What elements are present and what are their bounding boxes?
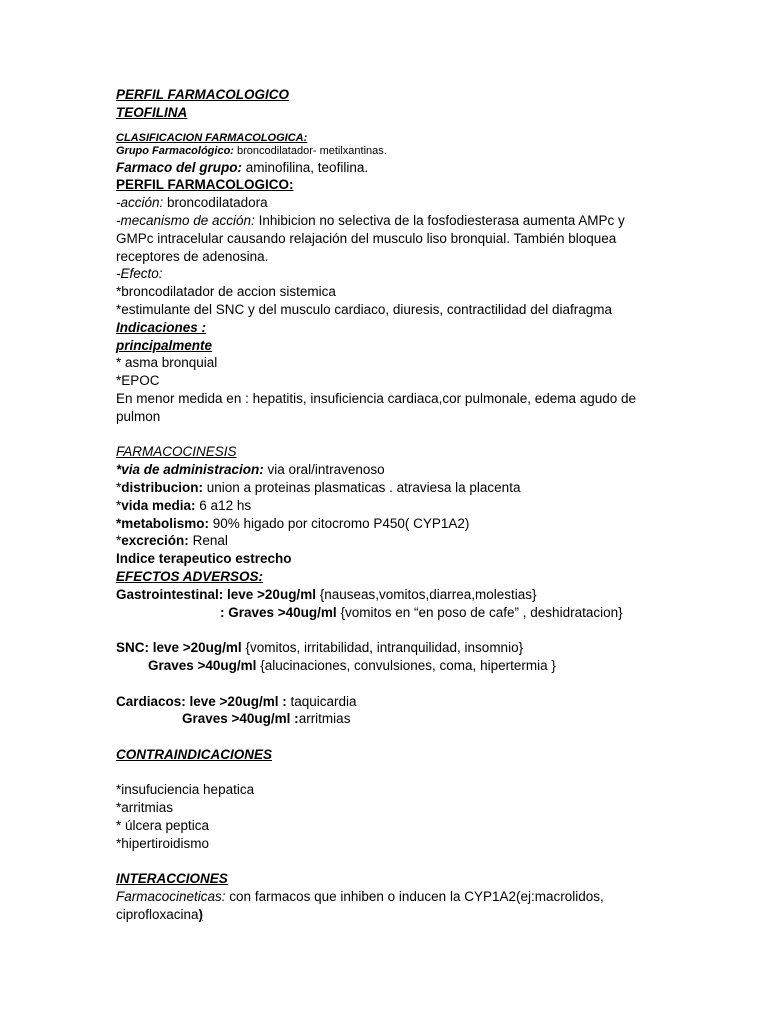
indice-terapeutico: Indice terapeutico estrecho — [116, 551, 292, 567]
vida-media-label: vida media: — [121, 497, 196, 513]
gi-graves-line — [116, 604, 656, 622]
efecto-item: *broncodilatador de accion sistemica — [116, 284, 336, 300]
contraindicacion-item: *hipertiroidismo — [116, 835, 210, 851]
gi-leve-value: {nauseas,vomitos,diarrea,molestias} — [319, 586, 537, 602]
indicacion-menor: En menor medida en : hepatitis, insuficiencia cardiaca,cor pulmonale, edema agudo de pulmon — [116, 390, 637, 424]
farmacocinesis-heading: FARMACOCINESIS — [116, 444, 237, 460]
accion-line — [116, 194, 656, 212]
grupo-value: broncodilatador- metilxantinas. — [233, 145, 387, 158]
via-line — [116, 461, 656, 479]
contraindicacion-item: *arritmias — [116, 800, 174, 816]
excrecion-label: excreción: — [121, 533, 189, 549]
distribucion-value: union a proteinas plasmaticas . atraviesa la placenta — [203, 479, 521, 495]
indicaciones-heading: Indicaciones : — [116, 319, 207, 335]
snc-leve-line — [116, 639, 656, 657]
farmaco-label: Farmaco del grupo: — [116, 159, 243, 175]
excrecion-line: *excreción: Renal — [116, 533, 228, 549]
accion-value: broncodilatadora — [163, 195, 268, 211]
grupo-label: Grupo Farmacológico: — [116, 145, 234, 158]
doc-title: PERFIL FARMACOLOGICO — [116, 87, 290, 102]
farmaco-line — [116, 159, 656, 177]
cardiacos-label: Cardiacos: leve >20ug/ml : — [116, 693, 287, 709]
mecanismo-paragraph — [116, 212, 656, 265]
indicacion-item: * asma bronquial — [116, 355, 218, 371]
metabolismo-line — [116, 515, 656, 533]
grupo-line — [116, 145, 656, 159]
interacciones-end: ) — [198, 907, 204, 923]
vida-media-line: *vida media: 6 a12 hs — [116, 497, 252, 513]
indicacion-item: *EPOC — [116, 373, 160, 389]
distribucion-line: *distribucion: union a proteinas plasmaticas . atraviesa la placenta — [116, 479, 521, 495]
efecto-label: -Efecto: — [116, 266, 163, 282]
snc-leve-value: {vomitos, irritabilidad, intranquilidad, insomnio} — [245, 640, 524, 656]
via-label: *via de administracion: — [116, 462, 264, 478]
metabolismo-label: *metabolismo: — [116, 515, 210, 531]
cardiacos-graves-line — [116, 710, 656, 728]
interacciones-label: Farmacocineticas: — [116, 889, 226, 905]
perfil-heading: PERFIL FARMACOLOGICO: — [116, 177, 294, 193]
contraindicacion-item: * úlcera peptica — [116, 818, 210, 834]
distribucion-label: distribucion: — [121, 479, 204, 495]
gi-graves-label: : Graves >40ug/ml — [220, 604, 341, 620]
snc-label: SNC: leve >20ug/ml — [116, 640, 246, 656]
farmaco-value: aminofilina, teofilina. — [242, 159, 369, 175]
mecanismo-label: -mecanismo de acción: — [116, 212, 255, 228]
interacciones-paragraph — [116, 888, 656, 924]
contraindicacion-item: *insufuciencia hepatica — [116, 782, 255, 798]
excrecion-value: Renal — [188, 533, 228, 549]
cardiacos-leve-value: taquicardia — [286, 693, 357, 709]
document-body — [116, 86, 656, 924]
clasificacion-heading: CLASIFICACION FARMACOLOGICA: — [116, 131, 308, 144]
cardiacos-leve-line — [116, 693, 656, 711]
cardiacos-graves-value: arritmias — [298, 711, 351, 727]
interacciones-heading: INTERACCIONES — [116, 871, 228, 887]
via-value: via oral/intravenoso — [263, 462, 385, 478]
vida-media-value: 6 a12 hs — [195, 497, 252, 513]
doc-drug-name: TEOFILINA — [116, 104, 188, 120]
snc-graves-line — [116, 657, 656, 675]
contraindicaciones-heading: CONTRAINDICACIONES — [116, 746, 273, 762]
metabolismo-value: 90% higado por citocromo P450( CYP1A2) — [209, 515, 470, 531]
cardiacos-graves-label: Graves >40ug/ml : — [182, 711, 299, 727]
principalmente-heading: principalmente — [116, 337, 213, 353]
snc-graves-label: Graves >40ug/ml — [148, 657, 261, 673]
efecto-item: *estimulante del SNC y del musculo cardiaco, diuresis, contractilidad del diafragma — [116, 301, 612, 317]
snc-graves-value: {alucinaciones, convulsiones, coma, hipertermia } — [260, 657, 556, 673]
accion-label: -acción: — [116, 195, 164, 211]
gi-leve-line — [116, 586, 656, 604]
mecanismo-value: Inhibicion no selectiva de la fosfodiesterasa aumenta AMPc y GMPc intracelular causando relajación del musculo liso bronquial. También bloquea receptores de adenosina. — [116, 212, 625, 264]
gi-label: Gastrointestinal: leve >20ug/ml — [116, 586, 320, 602]
efectos-heading: EFECTOS ADVERSOS: — [116, 568, 264, 584]
interacciones-value: con farmacos que inhiben o inducen la CYP1A2(ej:macrolidos, ciprofloxacina — [116, 889, 604, 923]
gi-graves-value: {vomitos en “en poso de cafe” , deshidratacion} — [340, 604, 623, 620]
